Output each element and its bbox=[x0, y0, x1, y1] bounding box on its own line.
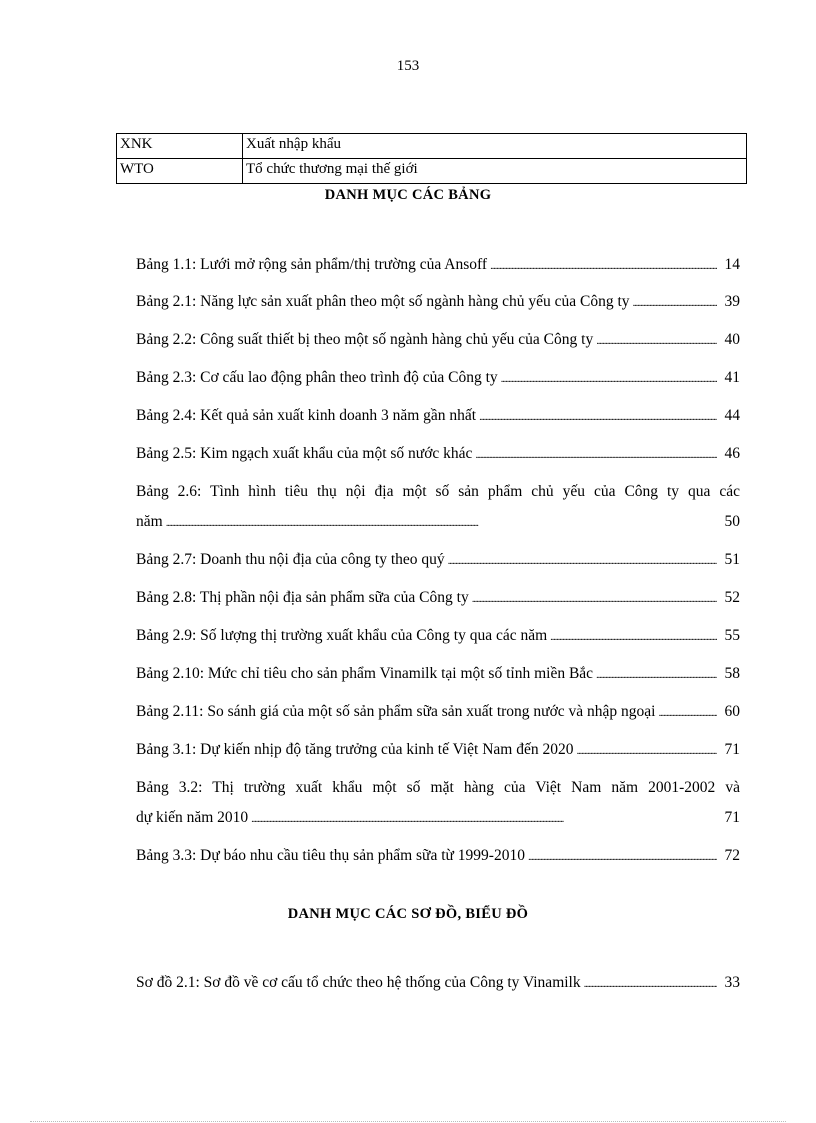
figures-heading: DANH MỤC CÁC SƠ ĐỒ, BIỂU ĐỒ bbox=[287, 906, 529, 922]
toc-entry-text: năm bbox=[136, 513, 163, 530]
toc-entry-page: 55 bbox=[724, 627, 740, 644]
dot-leader bbox=[528, 847, 717, 865]
toc-entry-page: 33 bbox=[724, 974, 740, 991]
toc-entry-page: 60 bbox=[724, 703, 740, 720]
toc-entry bbox=[136, 665, 740, 689]
toc-entry-page: 52 bbox=[724, 589, 740, 606]
toc-entry-page: 41 bbox=[724, 369, 740, 386]
toc-entry-page: 44 bbox=[724, 407, 740, 424]
toc-entry-text: Bảng 3.3: Dự báo nhu cầu tiêu thụ sản phẩm sữa từ 1999-2010 bbox=[136, 847, 525, 864]
toc-entry bbox=[136, 513, 740, 537]
dot-leader bbox=[584, 974, 717, 992]
toc-entry-page: 58 bbox=[724, 665, 740, 682]
toc-entry bbox=[136, 369, 740, 393]
toc-entry bbox=[136, 974, 740, 998]
toc-entry-text: Bảng 2.4: Kết quả sản xuất kinh doanh 3 năm gần nhất bbox=[136, 407, 477, 424]
toc-entry bbox=[136, 589, 740, 613]
abbreviation-row bbox=[117, 159, 747, 184]
toc-entry-page: 50 bbox=[724, 513, 740, 530]
toc-entry-text: Bảng 2.8: Thị phần nội địa sản phẩm sữa của Công ty bbox=[136, 589, 469, 606]
toc-entry bbox=[136, 331, 740, 355]
toc-entry bbox=[136, 407, 740, 431]
toc-entry-page: 39 bbox=[724, 293, 740, 310]
dot-leader bbox=[166, 513, 717, 531]
toc-entry-text: Bảng 2.1: Năng lực sản xuất phân theo một số ngành hàng chủ yếu của Công ty bbox=[136, 293, 630, 310]
abbreviation-table bbox=[116, 133, 747, 184]
toc-entry bbox=[136, 809, 740, 833]
page-bottom-border bbox=[30, 1121, 786, 1122]
dot-leader bbox=[251, 809, 717, 827]
toc-entry-text: Sơ đồ 2.1: Sơ đồ về cơ cấu tổ chức theo hệ thống của Công ty Vinamilk bbox=[136, 974, 581, 991]
dot-leader bbox=[475, 445, 717, 463]
abbreviation-meaning: Xuất nhập khẩu bbox=[243, 134, 747, 159]
dot-leader bbox=[550, 627, 717, 645]
abbreviation-row bbox=[117, 134, 747, 159]
abbreviation-code: WTO bbox=[117, 159, 243, 184]
dot-leader bbox=[576, 741, 717, 759]
toc-entry-text: Bảng 2.10: Mức chỉ tiêu cho sản phẩm Vinamilk tại một số tỉnh miền Bắc bbox=[136, 665, 594, 682]
dot-leader bbox=[596, 665, 717, 683]
dot-leader bbox=[633, 293, 717, 311]
toc-entry-text: Bảng 2.3: Cơ cấu lao động phân theo trình độ của Công ty bbox=[136, 369, 498, 386]
dot-leader bbox=[448, 551, 717, 569]
toc-entry-first-line: Bảng 3.2: Thị trường xuất khẩu một số mặt hàng của Việt Nam năm 2001-2002 và bbox=[136, 779, 740, 796]
toc-entry-page: 46 bbox=[724, 445, 740, 462]
dot-leader bbox=[658, 703, 717, 721]
toc-entry bbox=[136, 551, 740, 575]
toc-entry-page: 71 bbox=[724, 741, 740, 758]
toc-entry-text: Bảng 2.2: Công suất thiết bị theo một số ngành hàng chủ yếu của Công ty bbox=[136, 331, 594, 348]
abbreviation-code: XNK bbox=[117, 134, 243, 159]
toc-entry bbox=[136, 627, 740, 651]
toc-entry-page: 72 bbox=[724, 847, 740, 864]
toc-entry bbox=[136, 445, 740, 469]
toc-entry-page: 51 bbox=[724, 551, 740, 568]
toc-entry-page: 14 bbox=[724, 256, 740, 273]
toc-entry-text: Bảng 2.5: Kim ngạch xuất khẩu của một số nước khác bbox=[136, 445, 473, 462]
dot-leader bbox=[479, 407, 717, 425]
dot-leader bbox=[501, 369, 717, 387]
toc-entry-text: Bảng 1.1: Lưới mở rộng sản phẩm/thị trường của Ansoff bbox=[136, 256, 488, 273]
page-number: 153 bbox=[396, 58, 420, 74]
toc-entry bbox=[136, 293, 740, 317]
abbreviation-meaning: Tổ chức thương mại thế giới bbox=[243, 159, 747, 184]
toc-entry-page: 71 bbox=[724, 809, 740, 826]
tables-heading: DANH MỤC CÁC BẢNG bbox=[324, 187, 492, 203]
toc-entry-text: Bảng 2.11: So sánh giá của một số sản phẩm sữa sản xuất trong nước và nhập ngoại bbox=[136, 703, 656, 720]
dot-leader bbox=[472, 589, 717, 607]
dot-leader bbox=[596, 331, 717, 349]
dot-leader bbox=[490, 256, 717, 274]
toc-entry-text: dự kiến năm 2010 bbox=[136, 809, 249, 826]
toc-entry bbox=[136, 847, 740, 871]
toc-entry bbox=[136, 256, 740, 280]
toc-entry bbox=[136, 741, 740, 765]
toc-entry-text: Bảng 3.1: Dự kiến nhịp độ tăng trưởng của kinh tế Việt Nam đến 2020 bbox=[136, 741, 574, 758]
toc-entry-text: Bảng 2.7: Doanh thu nội địa của công ty theo quý bbox=[136, 551, 445, 568]
toc-entry-first-line: Bảng 2.6: Tình hình tiêu thụ nội địa một số sản phẩm chủ yếu của Công ty qua các bbox=[136, 483, 740, 500]
toc-entry-text: Bảng 2.9: Số lượng thị trường xuất khẩu của Công ty qua các năm bbox=[136, 627, 548, 644]
toc-entry bbox=[136, 703, 740, 727]
toc-entry-page: 40 bbox=[724, 331, 740, 348]
